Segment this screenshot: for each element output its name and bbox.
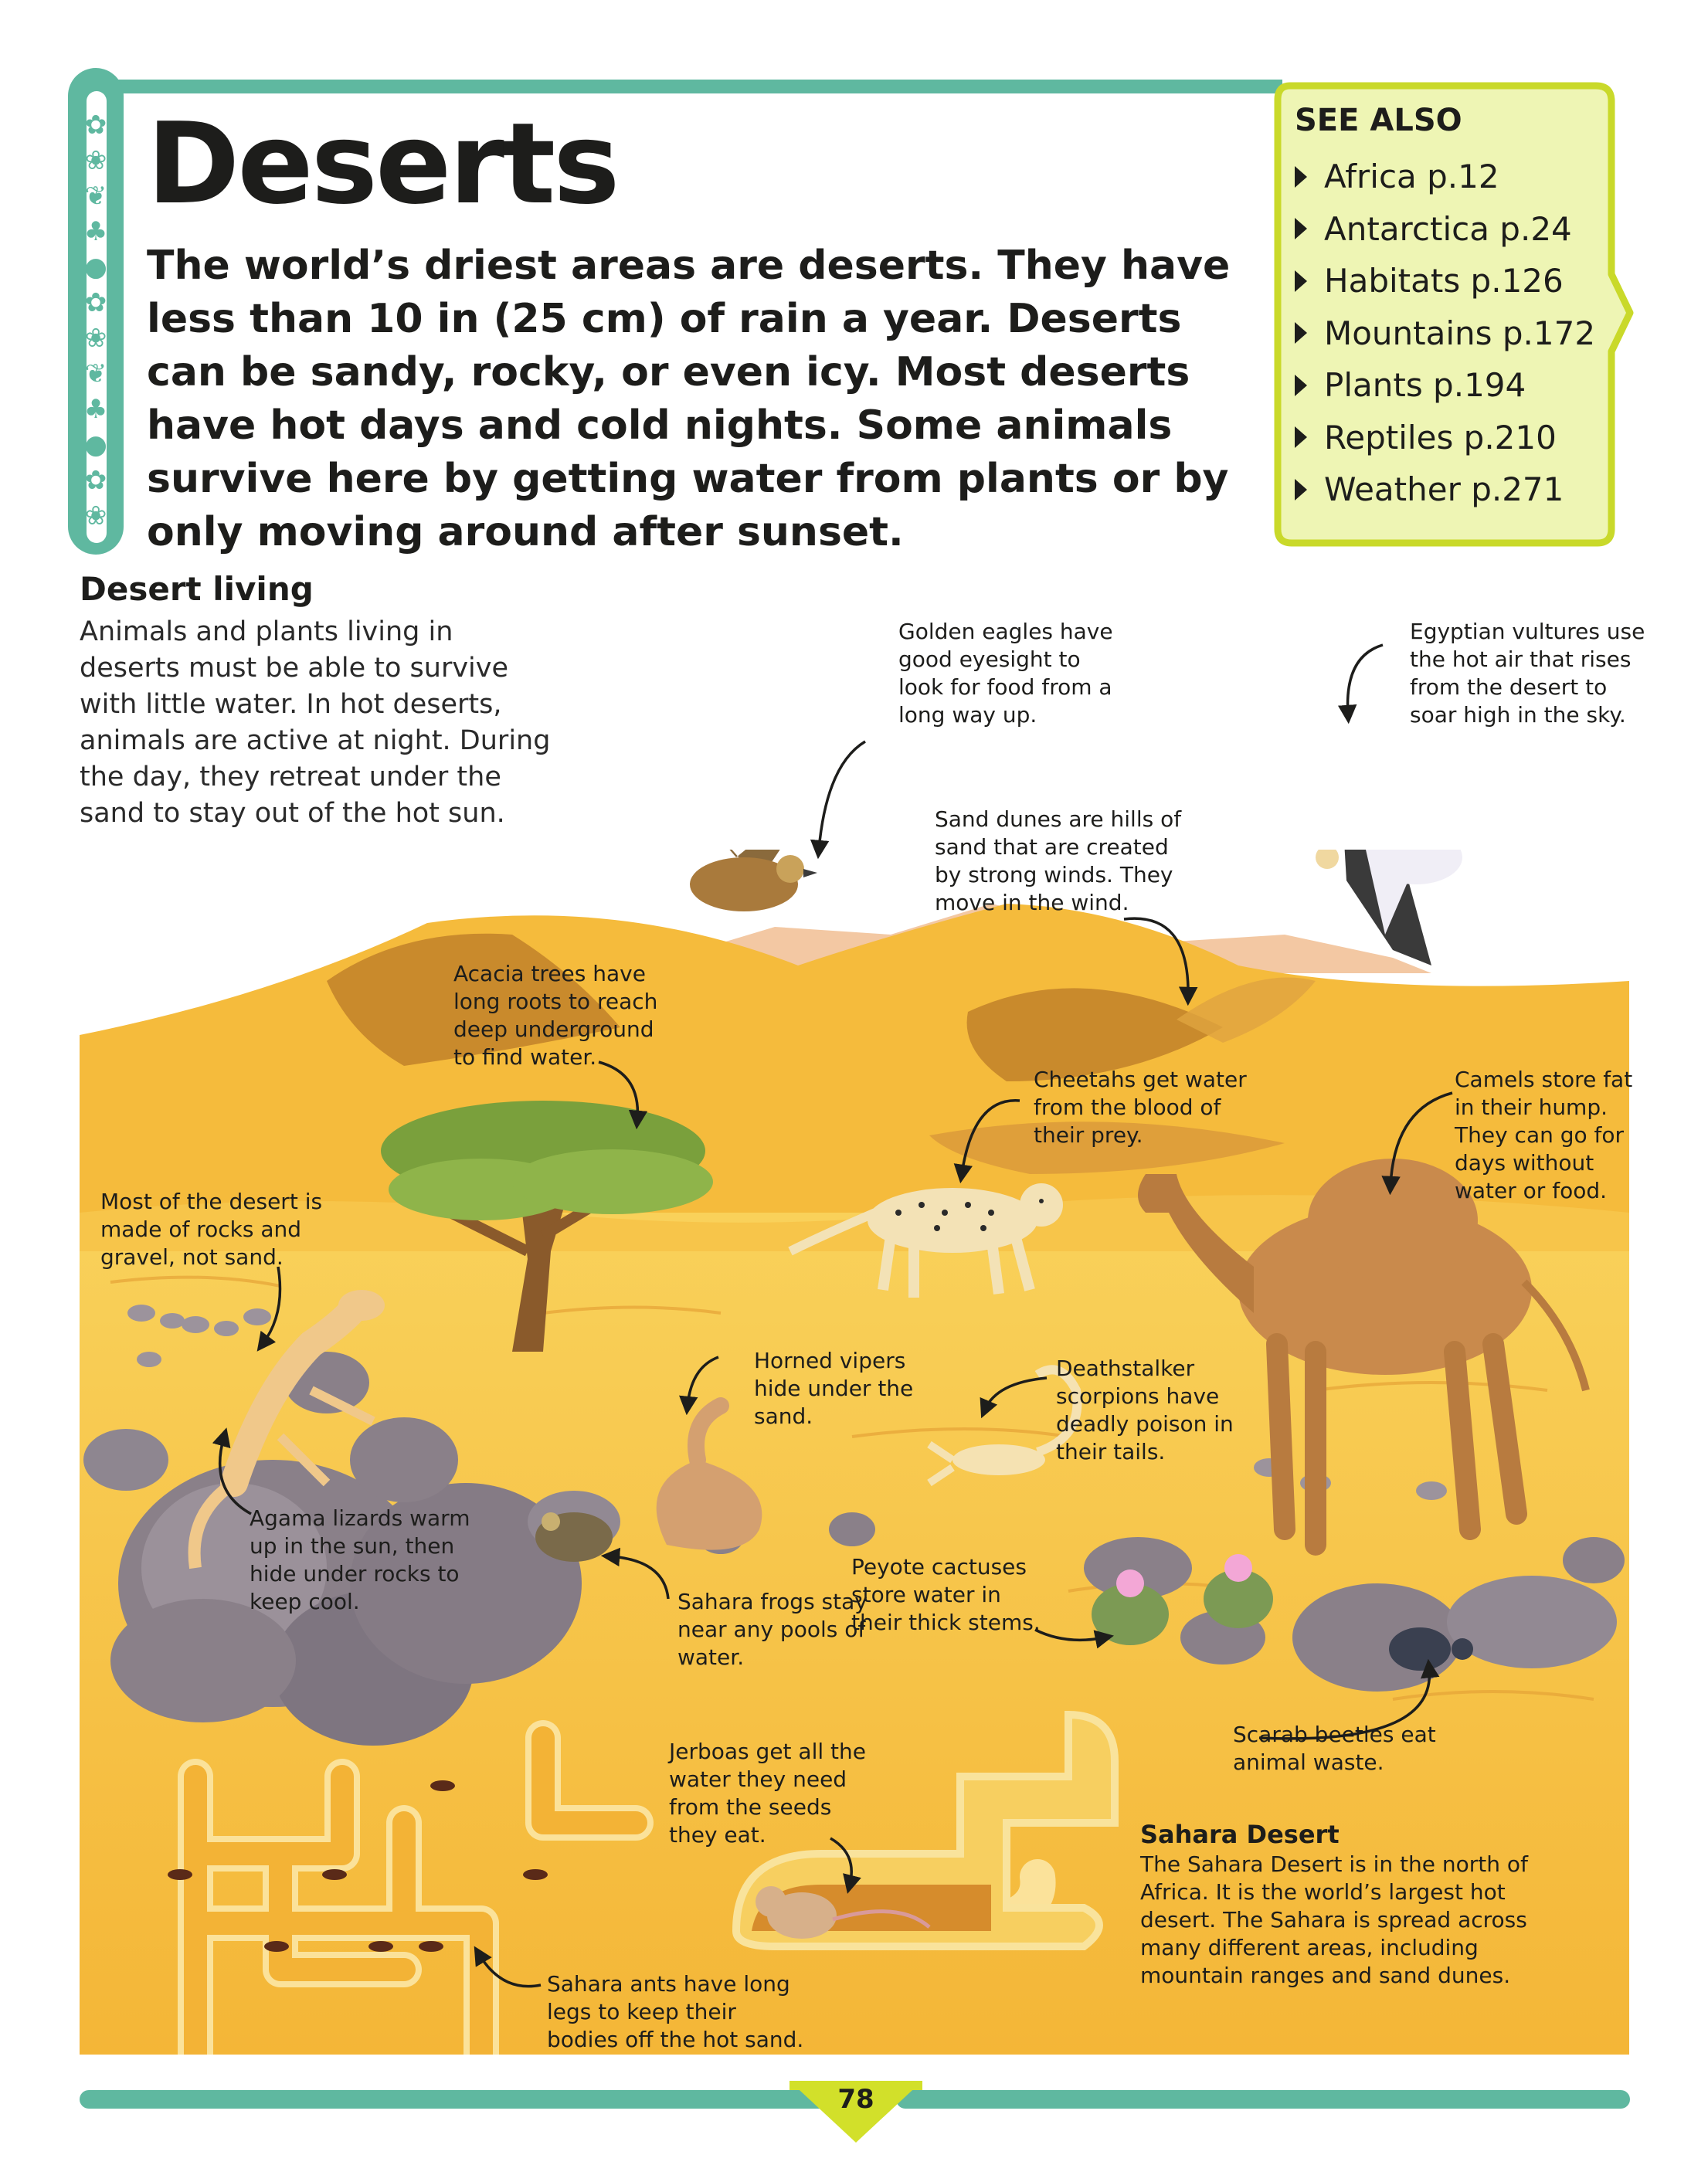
- see-also-heading: SEE ALSO: [1295, 103, 1462, 138]
- leaf-icon: ❦: [84, 358, 107, 389]
- caption-rocks: Most of the desert is made of rocks and gravel, not sand.: [100, 1189, 323, 1270]
- see-also-link[interactable]: [1295, 151, 1595, 203]
- caption-scarab-beetles: Scarab beetles eat animal waste.: [1233, 1722, 1436, 1775]
- see-also-list: [1295, 151, 1595, 516]
- leaf-icon: ❦: [84, 181, 107, 212]
- mushroom-icon: ♣: [83, 216, 108, 247]
- caption-horned-vipers: Horned vipers hide under the sand.: [754, 1348, 914, 1429]
- see-also-link[interactable]: [1295, 307, 1595, 360]
- triangle-right-icon: [1295, 166, 1307, 188]
- apple-icon: ●: [84, 252, 107, 283]
- see-also-box: [1273, 81, 1636, 548]
- section-heading: Desert living: [80, 570, 314, 608]
- see-also-link-label: Antarctica p.24: [1324, 209, 1572, 248]
- triangle-right-icon: [1295, 375, 1307, 396]
- triangle-right-icon: [1295, 322, 1307, 344]
- caption-deathstalker-scorpions: Deathstalker scorpions have deadly poison in their tails.: [1056, 1356, 1234, 1464]
- see-also-link[interactable]: [1295, 255, 1595, 307]
- footer-rule-left: [80, 2090, 852, 2109]
- paw-icon: ❀: [84, 145, 107, 176]
- triangle-right-icon: [1295, 218, 1307, 239]
- caption-camels: Camels store fat in their hump. They can go for days without water or food.: [1455, 1067, 1633, 1203]
- caption-egyptian-vulture: Egyptian vultures use the hot air that rises from the desert to soar high in the sky.: [1410, 619, 1645, 728]
- caption-peyote-cactuses: Peyote cactuses store water in their thick stems.: [851, 1554, 1041, 1635]
- golden-eagle: [667, 850, 821, 911]
- mushroom-icon: ♣: [83, 394, 108, 425]
- header-rule: [116, 80, 1282, 93]
- caption-golden-eagle: Golden eagles have good eyesight to look for food from a long way up.: [898, 619, 1113, 728]
- caption-sahara-frogs: Sahara frogs stay near any pools of water.: [677, 1589, 868, 1670]
- caption-jerboas: Jerboas get all the water they need from the seeds they eat.: [669, 1739, 866, 1848]
- apple-icon: ●: [84, 429, 107, 460]
- triangle-right-icon: [1295, 270, 1307, 292]
- page-title: Deserts: [147, 99, 618, 229]
- triangle-right-icon: [1295, 426, 1307, 448]
- caption-acacia-trees: Acacia trees have long roots to reach deep underground to find water.: [453, 961, 658, 1070]
- footer-rule-right: [896, 2090, 1630, 2109]
- see-also-link-label: Plants p.194: [1324, 366, 1526, 404]
- caption-cheetahs: Cheetahs get water from the blood of their prey.: [1034, 1067, 1247, 1148]
- caption-sahara-ants: Sahara ants have long legs to keep their bodies off the hot sand.: [547, 1971, 804, 2052]
- see-also-link-label: Africa p.12: [1324, 158, 1499, 195]
- see-also-link-label: Weather p.271: [1324, 470, 1564, 508]
- see-also-link[interactable]: [1295, 203, 1595, 256]
- see-also-link[interactable]: [1295, 359, 1595, 412]
- sahara-frog: [535, 1512, 613, 1562]
- caption-agama-lizards: Agama lizards warm up in the sun, then hide under rocks to keep cool.: [250, 1505, 470, 1614]
- section-body: Animals and plants living in deserts must be able to survive with little water. In hot deserts, animals are active at night. During the day, they retreat under the sand to stay out of the hot sun.: [80, 616, 551, 829]
- page-number: 78: [837, 2084, 874, 2115]
- flower-icon: ✿: [84, 287, 107, 318]
- sahara-body: The Sahara Desert is in the north of Africa. It is the world’s largest hot desert. The Sahara is spread across many different areas, including mountain ranges and sand dunes.: [1140, 1851, 1528, 1988]
- flower-icon: ✿: [84, 465, 107, 496]
- paw-icon: ❀: [84, 323, 107, 354]
- sahara-heading: Sahara Desert: [1140, 1820, 1340, 1849]
- flower-icon: ✿: [84, 110, 107, 141]
- paw-icon: ❀: [84, 501, 107, 531]
- triangle-right-icon: [1295, 479, 1307, 501]
- intro-paragraph: The world’s driest areas are deserts. They have less than 10 in (25 cm) of rain a year. Deserts can be sandy, rocky, or even icy. Most deserts have hot days and cold nights. Some animals survive here by getting water from plants or by only moving around after sunset.: [147, 243, 1231, 555]
- see-also-link-label: Mountains p.172: [1324, 314, 1596, 352]
- see-also-link[interactable]: [1295, 463, 1595, 516]
- see-also-link-label: Reptiles p.210: [1324, 418, 1557, 456]
- caption-sand-dunes: Sand dunes are hills of sand that are created by strong winds. They move in the wind.: [935, 806, 1182, 915]
- see-also-link-label: Habitats p.126: [1324, 262, 1564, 300]
- see-also-link[interactable]: [1295, 412, 1595, 464]
